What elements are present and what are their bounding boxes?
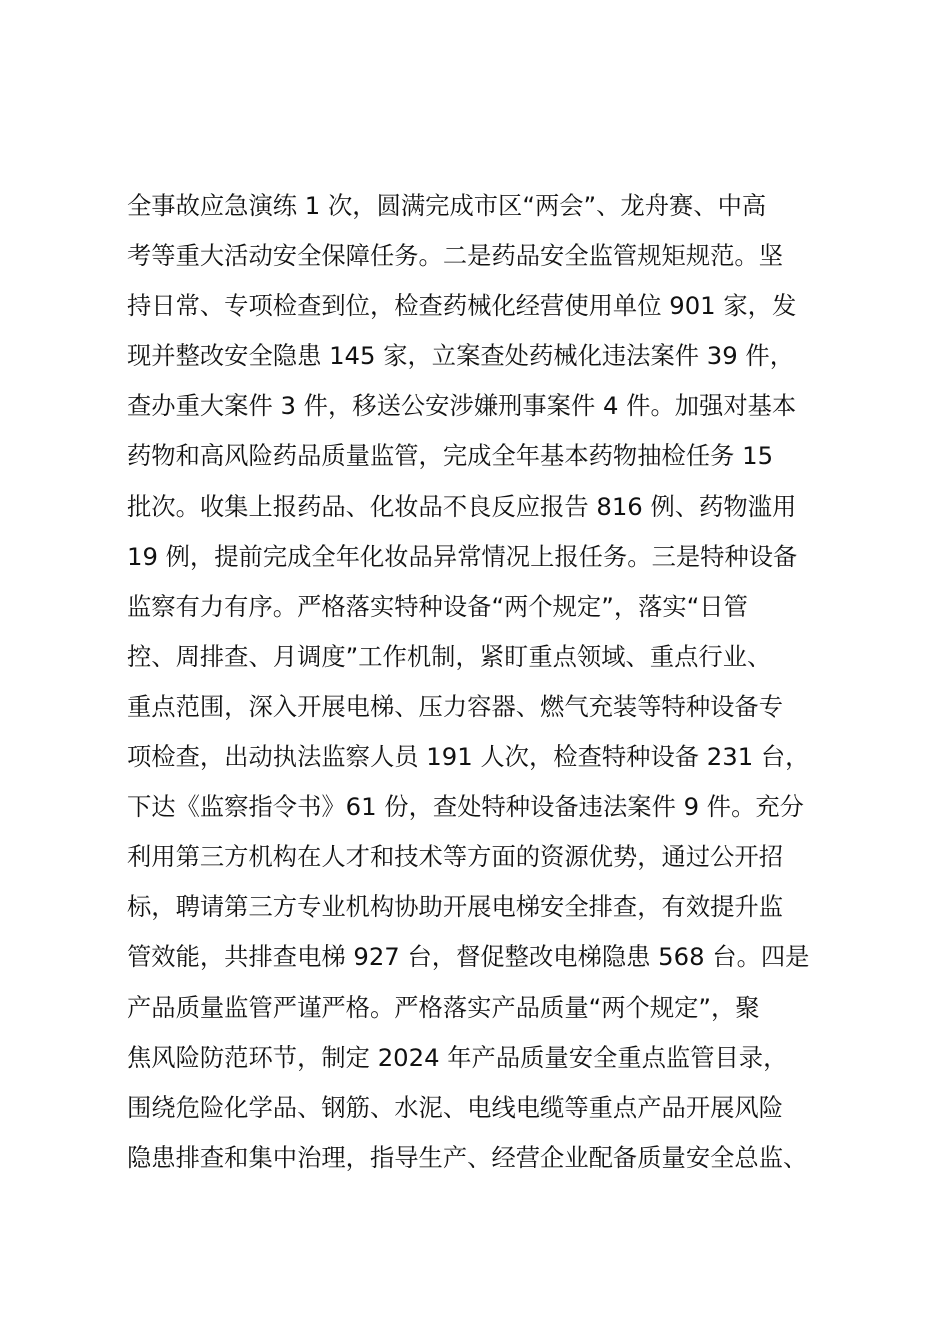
text-line-18: 焦风险防范环节，制定 2024 年产品质量安全重点监管目录， (127, 1042, 788, 1072)
text-line-2: 考等重大活动安全保障任务。二是药品安全监管规矩规范。坚 (127, 241, 784, 271)
text-line-19: 围绕危险化学品、钢筋、水泥、电线电缆等重点产品开展风险 (127, 1092, 784, 1122)
body-paragraph (127, 181, 847, 1183)
text-line-7: 批次。收集上报药品、化妆品不良反应报告 816 例、药物滥用 (127, 491, 797, 521)
text-line-4: 现并整改安全隐患 145 家，立案查处药械化违法案件 39 件， (127, 341, 795, 371)
text-line-12: 项检查，出动执法监察人员 191 人次，检查特种设备 231 台， (127, 742, 810, 772)
text-line-10: 控、周排查、月调度”工作机制，紧盯重点领域、重点行业、 (127, 641, 772, 671)
text-line-5: 查办重大案件 3 件，移送公安涉嫌刑事案件 4 件。加强对基本 (127, 391, 797, 421)
text-line-3: 持日常、专项检查到位，检查药械化经营使用单位 901 家，发 (127, 291, 797, 321)
text-line-9: 监察有力有序。严格落实特种设备“两个规定”，落实“日管 (127, 591, 748, 621)
text-line-1: 全事故应急演练 1 次，圆满完成市区“两会”、龙舟赛、中高 (127, 191, 767, 220)
text-line-11: 重点范围，深入开展电梯、压力容器、燃气充装等特种设备专 (127, 691, 784, 721)
text-line-8: 19 例，提前完成全年化妆品异常情况上报任务。三是特种设备 (127, 541, 798, 571)
text-line-14: 利用第三方机构在人才和技术等方面的资源优势，通过公开招 (127, 842, 784, 872)
text-line-13: 下达《监察指令书》61 份，查处特种设备违法案件 9 件。充分 (127, 792, 804, 822)
text-line-15: 标，聘请第三方专业机构协助开展电梯安全排查，有效提升监 (127, 892, 784, 922)
text-line-16: 管效能，共排查电梯 927 台，督促整改电梯隐患 568 台。四是 (127, 942, 810, 972)
text-line-17: 产品质量监管严谨严格。严格落实产品质量“两个规定”，聚 (127, 992, 760, 1022)
text-line-20: 隐患排查和集中治理，指导生产、经营企业配备质量安全总监、 (127, 1142, 808, 1172)
text-line-6: 药物和高风险药品质量监管，完成全年基本药物抽检任务 15 (127, 441, 774, 471)
